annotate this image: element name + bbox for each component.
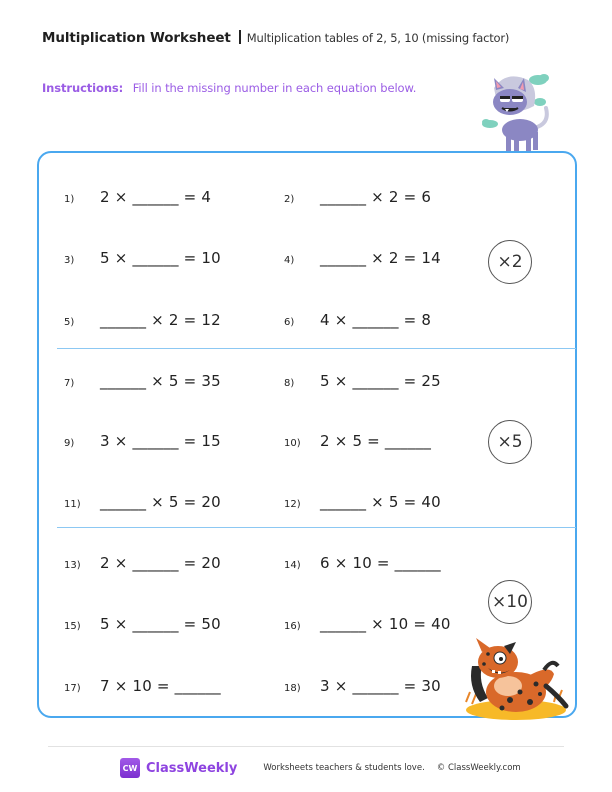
problem-number: 11) <box>64 499 81 510</box>
footer <box>120 758 521 778</box>
problem-equation[interactable]: ______ × 5 = 35 <box>100 372 221 390</box>
problem-13 <box>64 554 221 572</box>
problem-equation[interactable]: 3 × ______ = 15 <box>100 432 221 450</box>
problem-equation[interactable]: 3 × ______ = 30 <box>320 677 441 695</box>
problem-4 <box>284 249 441 267</box>
problem-number: 4) <box>284 255 295 266</box>
problem-15 <box>64 615 221 633</box>
brand-name: ClassWeekly <box>146 760 238 776</box>
problem-equation[interactable]: 6 × 10 = ______ <box>320 554 441 572</box>
section-divider <box>57 348 576 349</box>
worksheet-header <box>42 28 509 46</box>
footer-tagline: Worksheets teachers & students love. <box>263 763 425 773</box>
worksheet-title: Multiplication Worksheet <box>42 30 231 46</box>
problem-equation[interactable]: 2 × ______ = 4 <box>100 188 212 206</box>
problem-number: 10) <box>284 438 301 449</box>
problem-number: 1) <box>64 194 75 205</box>
cat-illustration-icon <box>476 66 556 154</box>
problem-7 <box>64 372 221 390</box>
problem-number: 14) <box>284 560 301 571</box>
footer-copyright: © ClassWeekly.com <box>436 763 521 773</box>
problem-5 <box>64 311 221 329</box>
problem-equation[interactable]: 5 × ______ = 10 <box>100 249 221 267</box>
problem-number: 12) <box>284 499 301 510</box>
problem-number: 5) <box>64 317 75 328</box>
problem-10 <box>284 432 431 450</box>
hyena-illustration-icon <box>458 636 570 722</box>
problem-number: 13) <box>64 560 81 571</box>
problem-equation[interactable]: ______ × 2 = 12 <box>100 311 221 329</box>
title-separator <box>239 30 241 44</box>
problem-equation[interactable]: ______ × 5 = 20 <box>100 493 221 511</box>
problem-number: 6) <box>284 317 295 328</box>
problem-number: 16) <box>284 621 301 632</box>
problem-number: 17) <box>64 683 81 694</box>
problem-number: 2) <box>284 194 295 205</box>
problem-12 <box>284 493 441 511</box>
problem-equation[interactable]: ______ × 5 = 40 <box>320 493 441 511</box>
problem-equation[interactable]: 2 × 5 = ______ <box>320 432 432 450</box>
problem-14 <box>284 554 441 572</box>
problem-17 <box>64 677 221 695</box>
problem-equation[interactable]: 7 × 10 = ______ <box>100 677 221 695</box>
problem-equation[interactable]: ______ × 2 = 6 <box>320 188 432 206</box>
problem-equation[interactable]: 5 × ______ = 25 <box>320 372 441 390</box>
problem-11 <box>64 493 221 511</box>
instructions-text: Fill in the missing number in each equation below. <box>132 81 417 95</box>
problem-1 <box>64 188 211 206</box>
problem-number: 9) <box>64 438 75 449</box>
worksheet-subtitle: Multiplication tables of 2, 5, 10 (missing factor) <box>246 31 510 45</box>
problem-6 <box>284 311 431 329</box>
problem-8 <box>284 372 441 390</box>
problem-number: 18) <box>284 683 301 694</box>
section-divider <box>57 527 576 528</box>
times-5-badge: ×5 <box>488 420 532 464</box>
times-2-badge: ×2 <box>488 240 532 284</box>
problem-equation[interactable]: ______ × 2 = 14 <box>320 249 441 267</box>
instructions-label: Instructions: <box>42 81 124 95</box>
problem-equation[interactable]: 5 × ______ = 50 <box>100 615 221 633</box>
footer-divider <box>48 746 564 747</box>
problem-equation[interactable]: 2 × ______ = 20 <box>100 554 221 572</box>
times-10-badge: ×10 <box>488 580 532 624</box>
problem-equation[interactable]: ______ × 10 = 40 <box>320 615 451 633</box>
problem-number: 7) <box>64 378 75 389</box>
problem-number: 15) <box>64 621 81 632</box>
instructions <box>42 81 416 95</box>
problem-number: 8) <box>284 378 295 389</box>
classweekly-logo-icon: CW <box>120 758 140 778</box>
problem-equation[interactable]: 4 × ______ = 8 <box>320 311 432 329</box>
problem-18 <box>284 677 441 695</box>
problem-9 <box>64 432 221 450</box>
problem-16 <box>284 615 451 633</box>
problem-number: 3) <box>64 255 75 266</box>
problem-2 <box>284 188 431 206</box>
problem-3 <box>64 249 221 267</box>
